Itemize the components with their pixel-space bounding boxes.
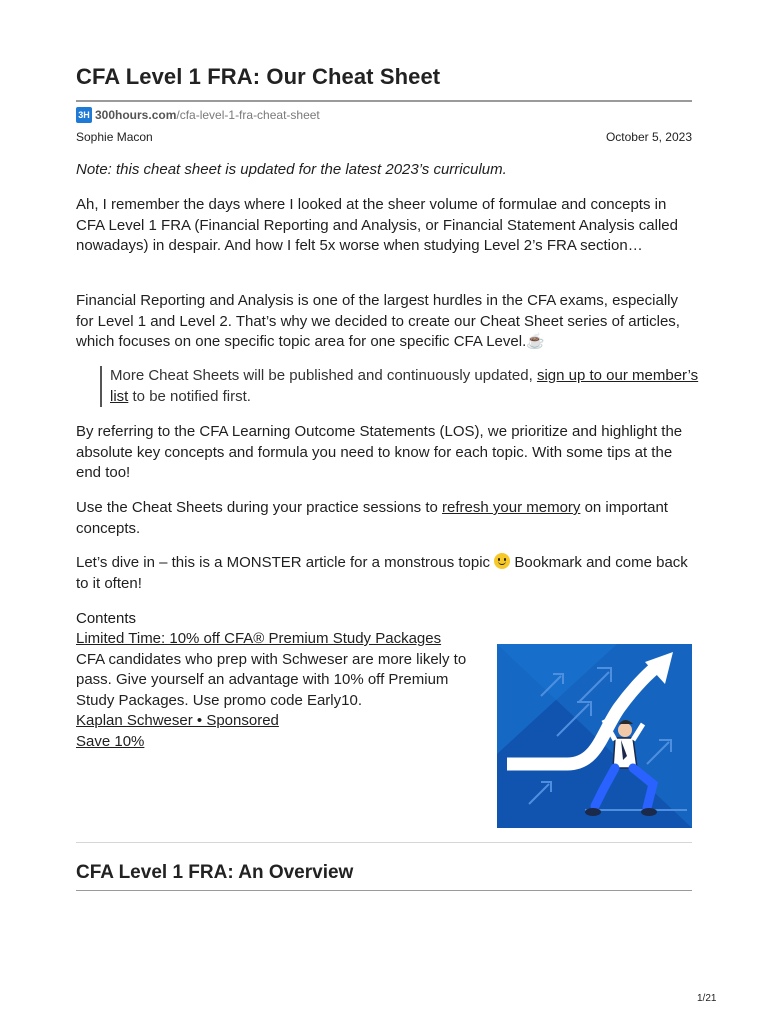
section-heading: CFA Level 1 FRA: An Overview [76, 862, 354, 883]
ad-cta-link[interactable]: Save 10% [76, 732, 145, 750]
refresh-memory-link[interactable]: refresh your memory [442, 499, 581, 516]
dive-in-text-before: Let’s dive in – this is a MONSTER article for a monstrous topic [76, 554, 495, 571]
source-link[interactable] [76, 107, 320, 123]
source-domain[interactable]: 300hours.com [95, 108, 177, 122]
byline [76, 130, 692, 144]
quote-text-after: to be notified first. [128, 387, 251, 405]
intro-paragraph: Ah, I remember the days where I looked at the sheer volume of formulae and concepts in CFA Level 1 FRA (Financial Reporting and Analysis, or Financial Statement Analysis called nowadays) in despair. And how I felt 5x worse when studying Level 2’s FRA section… [76, 196, 678, 255]
site-favicon-icon: 3H [76, 107, 92, 123]
member-callout-quote [100, 366, 700, 407]
section-heading-underline [76, 890, 692, 891]
practice-paragraph [76, 498, 692, 539]
los-paragraph: By referring to the CFA Learning Outcome Statements (LOS), we prioritize and highlight the absolute key concepts and formula you need to know for each topic. With some tips at the end too! [76, 423, 683, 482]
coffee-icon: ☕ [526, 333, 545, 351]
ad-sponsor-link[interactable]: Kaplan Schweser • Sponsored [76, 712, 279, 730]
curriculum-note: Note: this cheat sheet is updated for the latest 2023’s curriculum. [76, 161, 507, 178]
hurdle-paragraph-text: Financial Reporting and Analysis is one of the largest hurdles in the CFA exams, especially for Level 1 and Level 2. That’s why we decided to create our Cheat Sheet series of articles, which focuses on one specific topic area for one specific CFA Level. [76, 292, 680, 351]
quote-text-before: More Cheat Sheets will be published and continuously updated, [110, 367, 537, 384]
hurdle-paragraph [76, 291, 692, 353]
contents-label: Contents [76, 610, 137, 627]
smiley-icon [494, 553, 510, 569]
article-title: CFA Level 1 FRA: Our Cheat Sheet [76, 64, 441, 89]
practice-text-before: Use the Cheat Sheets during your practice sessions to [76, 499, 443, 516]
ad-body: CFA candidates who prep with Schweser are more likely to pass. Give yourself an advantage with 10% off Premium Study Packages. Use promo code Early10. [76, 650, 467, 709]
member-signup-link[interactable]: sign up to our member’s list [110, 367, 699, 405]
title-divider [76, 100, 692, 102]
page-number: 1/21 [697, 993, 717, 1004]
ad-headline-link[interactable]: Limited Time: 10% off CFA® Premium Study Packages [76, 630, 442, 647]
section-divider [76, 842, 692, 843]
author-name: Sophie Macon [76, 130, 153, 144]
dive-in-text-after: Bookmark and come back to it often! [76, 554, 688, 592]
practice-text-after: on important concepts. [76, 499, 668, 537]
publish-date: October 5, 2023 [605, 130, 692, 144]
dive-in-paragraph [76, 553, 692, 594]
ad-growth-illustration[interactable] [497, 644, 692, 828]
source-path[interactable]: /cfa-level-1-fra-cheat-sheet [176, 108, 320, 122]
sponsored-ad [76, 629, 476, 753]
